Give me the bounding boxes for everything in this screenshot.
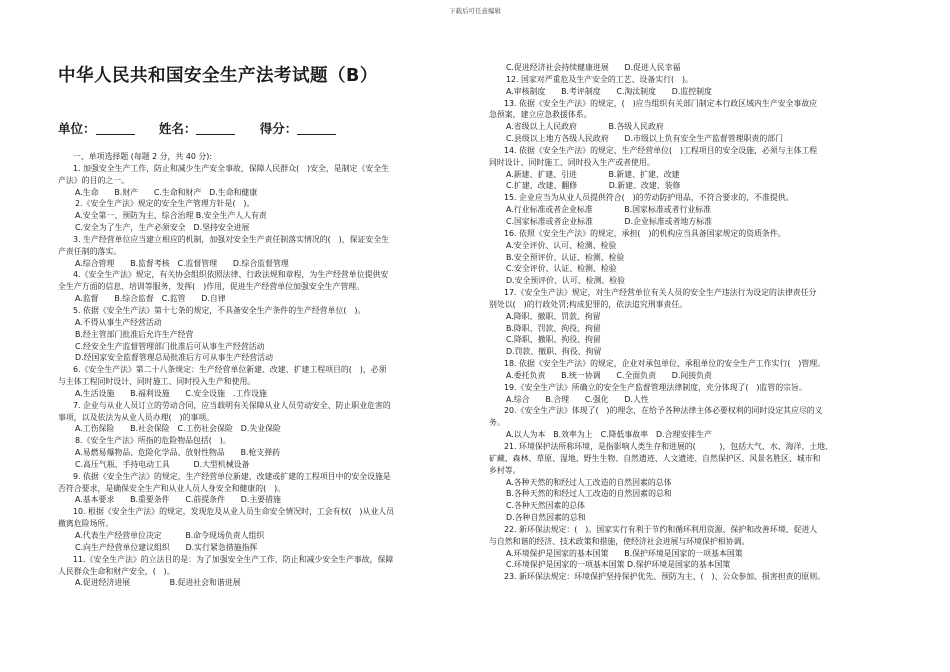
- question-line: C.环境保护是国家的一项基本国策 D.保护环境是国家的基本国策: [506, 560, 731, 570]
- question-line: B.经主管部门批准后允许生产经营: [75, 329, 194, 339]
- question-line: C.促进经济社会持续健康进展 D.促进人民幸福: [506, 63, 681, 72]
- question-line: 9. 依据《安全生产法》的规定，生产经营单位新建、改建或扩建的工程项目中的安全设施是: [73, 471, 391, 481]
- question-line: 否符合要求，是确保安全生产和从业人员人身安全和健康的( )。: [58, 483, 286, 493]
- question-line: 10. 根据《安全生产法》的规定，发现危及从业人员生命安全情况时，工会有权( )从业人员: [73, 507, 395, 517]
- question-line: D.各种自然因素的总和: [506, 513, 586, 523]
- question-line: 12. 国家对严重危及生产安全的工艺、设备实行( )。: [506, 74, 693, 84]
- question-line: 22. 新环保法规定：( )。国家实行有利于节约和循环利用资源、保护和改善环境、促进人: [504, 524, 818, 534]
- question-line: 事项，以及依法为从业人员办理( )的事项。: [58, 412, 215, 422]
- question-line: 产责任制的落实。: [58, 246, 122, 256]
- question-line: 急预案，建立应急救援体系。: [489, 110, 592, 120]
- right-column: [489, 62, 902, 583]
- question-line: A.综合管理 B.监督考核 C.监督管理 D.综合监督管理: [75, 258, 289, 268]
- page-title: 中华人民共和国安全生产法考试题（B）: [58, 66, 378, 86]
- question-line: C.经安全生产监督管理部门批准后可从事生产经营活动: [75, 341, 265, 351]
- question-line: A.以人为本 B.效率为上 C.降低事故率 D.合理安排生产: [506, 430, 712, 440]
- question-line: 6.《安全生产法》第二十八条规定：生产经营单位新建、改建、扩建工程项目的( )，必须: [73, 365, 387, 375]
- info-line: [58, 119, 356, 137]
- question-line: C.县级以上地方各级人民政府 D.市级以上负有安全生产监督管理职责的部门: [506, 134, 783, 144]
- question-line: 21. 环境保护法所称环境，是指影响人类生存和进展的( )，包括大气、水、海洋、土地、: [504, 442, 833, 451]
- question-line: 人民群众生命和财产安全，( )。: [58, 566, 175, 576]
- question-line: C.扩建、改建、翻修 D.新建、改建、装修: [506, 181, 681, 191]
- question-line: C.国家标准或者企业标准 D.企业标准或者地方标准: [506, 216, 712, 226]
- question-line: A.各种天然的和经过人工改造的自然因素的总体: [506, 477, 672, 487]
- question-line: 别处以( )的行政处罚;构成犯罪的，依法追究刑事责任。: [489, 299, 688, 309]
- question-line: C.向生产经营单位建议组织 D.实行紧急措施指挥: [75, 542, 258, 552]
- question-line: B.安全预评价、认证、检测、检验: [506, 252, 625, 262]
- question-line: 4.《安全生产法》规定，有关协会组织依照法律、行政法规和章程，为生产经营单位提供安: [73, 270, 389, 280]
- question-line: 3. 生产经营单位应当建立相应的机制，加强对安全生产责任制落实情况的( )，保证安全生: [73, 234, 390, 244]
- question-line: 15. 企业应当为从业人员提供符合( )的劳动防护用品，不符合要求的，不准提供。: [504, 193, 794, 203]
- question-line: C.各种天然因素的总体: [506, 501, 586, 511]
- question-line: 撤离危险场所。: [58, 519, 114, 529]
- score-field[interactable]: [297, 122, 336, 135]
- question-line: 20.《安全生产法》体现了( )的理念，在给予各种法律主体必要权利的同时设定其应尽的义: [504, 406, 823, 416]
- question-line: 全生产方面的信息、培训等服务，发挥( )作用，促进生产经营单位加强安全生产管理。: [58, 282, 365, 292]
- question-line: A.代表生产经营单位决定 B.命令现场负责人组织: [75, 531, 265, 540]
- name-label: 姓名：: [158, 121, 197, 136]
- question-line: C.安全评价、认证、检测、检验: [506, 264, 617, 274]
- question-line: 11.《安全生产法》的立法目的是：为了加强安全生产工作，防止和减少安全生产事故，保障: [73, 554, 394, 564]
- score-label: 得分：: [259, 121, 298, 136]
- question-line: 14. 依据《安全生产法》的规定，生产经营单位( )工程项目的安全设施，必须与主体工程: [504, 145, 818, 155]
- question-line: B.各种天然的和经过人工改造的自然因素的总和: [506, 489, 672, 499]
- question-line: 同时设计、同时施工、同时投入生产或者使用。: [489, 157, 655, 167]
- question-line: 一、单项选择题 (每题 2 分，共 40 分):: [73, 152, 212, 161]
- question-line: A.安全第一、预防为主、综合治理 B.安全生产人人有责: [75, 211, 267, 221]
- question-line: A.综合 B.合理 C.强化 D.人性: [506, 394, 649, 404]
- question-line: A.监督 B.综合监督 C.监管 D.自律: [75, 294, 226, 304]
- question-line: 19.《安全生产法》所确立的安全生产监督管理法律制度，充分体现了( )监管的宗旨。: [504, 382, 807, 392]
- question-line: A.促进经济进展 B.促进社会和谐进展: [75, 578, 241, 588]
- question-line: 8.《安全生产法》所指的危险物品包括( )。: [75, 436, 231, 446]
- question-line: 18. 依据《安全生产法》的规定，企业对承包单位、承租单位的安全生产工作实行( )管理。: [504, 359, 826, 369]
- header-note: 下载后可任意编辑: [449, 7, 501, 15]
- question-line: B.降职、罚款、拘役、拘留: [506, 323, 601, 333]
- question-line: A.降职、撤职、罚款、拘留: [506, 311, 601, 321]
- question-line: 17.《安全生产法》规定，对生产经营单位有关人员的安全生产违法行为设定的法律责任分: [504, 288, 817, 298]
- question-line: 5. 依据《安全生产法》第十七条的规定，不具备安全生产条件的生产经营单位( )。: [73, 305, 366, 315]
- question-line: A.安全评价、认可、检测、检验: [506, 240, 617, 250]
- question-line: C.安全为了生产，生产必须安全 D.坚持安全进展: [75, 223, 250, 233]
- question-line: 16. 依照《安全生产法》的规定，承担( )的机构应当具备国家规定的资质条件。: [504, 228, 786, 238]
- question-line: D.安全预评价、认可、检测、检验: [506, 276, 626, 286]
- question-line: 23. 新环保法规定：环境保护坚持保护优先、预防为主、( )、公众参加、损害担责的原则。: [504, 572, 826, 582]
- question-line: A.审核制度 B.考评制度 C.淘汰制度 D.监控制度: [506, 86, 712, 96]
- question-line: 与主体工程同时设计、同时施工、同时投入生产和使用。: [58, 377, 256, 387]
- question-line: 矿藏、森林、草原、湿地、野生生物、自然遗迹、人文遗迹、自然保护区、风景名胜区、城市和: [489, 453, 821, 463]
- question-line: A.基本要求 B.重要条件 C.前提条件 D.主要措施: [75, 495, 281, 505]
- question-line: D.罚款、撤职、拘役、拘留: [506, 347, 602, 357]
- question-line: A.易燃易爆物品、危险化学品、放射性物品 B.枪支弹药: [75, 448, 281, 458]
- question-line: A.生命 B.财产 C.生命和财产 D.生命和健康: [75, 187, 258, 197]
- question-line: A.委托负责 B.统一协调 C.全面负责 D.间接负责: [506, 370, 712, 380]
- name-field[interactable]: [196, 122, 235, 135]
- question-line: A.行业标准或者企业标准 B.国家标准或者行业标准: [506, 205, 712, 215]
- question-line: D.经国家安全监督管理总局批准后方可从事生产经营活动: [75, 353, 273, 363]
- unit-label: 单位：: [58, 121, 96, 136]
- question-line: A.环境保护是国家的基本国策 B.保护环境是国家的一项基本国策: [506, 548, 743, 558]
- question-line: 乡村等。: [489, 465, 521, 475]
- question-line: 13. 依据《安全生产法》的规定，( )应当组织有关部门制定本行政区域内生产安全事故应: [504, 98, 818, 108]
- question-line: A.新建、扩建、引进 B.新建、扩建、改建: [506, 169, 680, 179]
- question-line: C.降职、撤职、拘役、拘留: [506, 335, 601, 345]
- question-line: 产法》的目的之一。: [58, 175, 130, 185]
- question-line: 2.《安全生产法》规定的安全生产管理方针是( )。: [75, 199, 255, 209]
- question-line: 务。: [489, 418, 505, 428]
- question-line: C.高压气瓶、手持电动工具 D.大型机械设备: [75, 459, 250, 469]
- question-line: 1. 加强安全生产工作，防止和减少生产安全事故，保障人民群众( )安全，是制定《安全生: [73, 163, 390, 173]
- question-line: A.工伤保险 B.社会保险 C.工伤社会保险 D.失业保险: [75, 424, 281, 434]
- question-line: A.省级以上人民政府 B.各级人民政府: [506, 122, 664, 132]
- question-line: A.生活设施 B.福利设施 C.安全设施 .工作设施: [75, 388, 267, 398]
- left-column: [58, 151, 484, 589]
- question-line: A.不得从事生产经营活动: [75, 317, 162, 327]
- question-line: 与自然和谐的经济、技术政策和措施，使经济社会进展与环境保护相协调。: [489, 536, 750, 546]
- question-line: 7. 企业与从业人员订立的劳动合同，应当载明有关保障从业人员劳动安全、防止职业危害的: [73, 400, 391, 410]
- unit-field[interactable]: [96, 122, 135, 135]
